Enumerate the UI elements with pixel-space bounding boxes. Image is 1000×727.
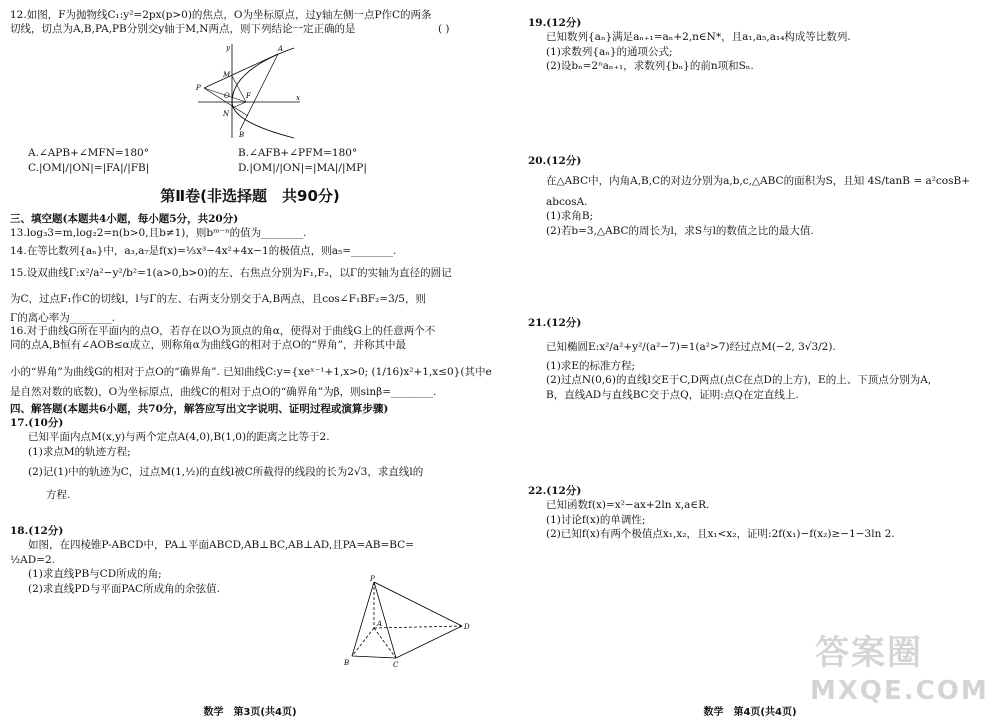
fig-label-y: y: [226, 44, 230, 52]
q18-line4: (2)求直线PD与平面PAC所成角的余弦值.: [28, 582, 220, 595]
q12-line1: 12.如图，F为抛物线C₁:y²=2px(p>0)的焦点，O为坐标原点，过y轴左侧一点P作C的两条: [10, 9, 432, 21]
question-19: [528, 16, 851, 74]
q18-line2: ½AD=2.: [10, 553, 55, 566]
q12-answer-bracket: ( ): [438, 23, 450, 36]
watermark-url: MXQE.COM: [810, 676, 989, 706]
edge-cd: [396, 626, 462, 658]
q18-head: 18.(12分): [10, 525, 64, 537]
q22-line1: 已知函数f(x)=x²−ax+2ln x,a∈R.: [546, 499, 710, 512]
q21-line1: 已知椭圆E:x²/a²+y²/(a²−7)=1(a²>7)经过点M(−2, 3√3/2).: [546, 341, 836, 354]
q19-head: 19.(12分): [528, 17, 582, 29]
q22-head: 22.(12分): [528, 485, 582, 497]
question-22: [528, 484, 895, 542]
q21-line2: (1)求E的标准方程;: [546, 359, 636, 372]
q12-option-b: B.∠AFB+∠PFM=180°: [238, 147, 358, 159]
q19-line1: 已知数列{aₙ}满足aₙ₊₁=aₙ+2,n∈N*，且a₁,a₅,a₁₄构成等比数列.: [546, 31, 851, 44]
fig-label-f: F: [246, 92, 251, 100]
fig-label-p: P: [370, 575, 375, 583]
q17-line2: (1)求点M的轨迹方程;: [28, 445, 131, 458]
q17-line1: 已知平面内点M(x,y)与两个定点A(4,0),B(1,0)的距离之比等于2.: [28, 431, 330, 444]
fig-label-p: P: [196, 84, 201, 92]
q12-option-d: D.|OM|/|ON|=|MA|/|MP|: [238, 162, 367, 174]
fig-label-a: A: [377, 620, 383, 628]
footer-page-4: 数学 第4页(共4页): [703, 707, 797, 718]
question-20: [528, 154, 970, 238]
question-14: 14.在等比数列{aₙ}中，a₃,a₇是f(x)=⅓x³−4x²+4x−1的极值点，则a₅=________.: [10, 245, 397, 257]
fig-label-c: C: [393, 661, 399, 669]
q20-line3: (1)求角B;: [546, 210, 594, 223]
q22-line3: (2)已知f(x)有两个极值点x₁,x₂，且x₁<x₂，证明:2f(x₁)−f(x₂)≥−1−3ln 2.: [546, 528, 895, 541]
q22-line2: (1)讨论f(x)的单调性;: [546, 513, 646, 526]
question-12: [10, 8, 495, 37]
fig-label-n: N: [223, 110, 230, 118]
fig-label-x: x: [296, 94, 300, 102]
fig-label-b: B: [344, 659, 350, 667]
q18-line1: 如图，在四棱锥P-ABCD中，PA⊥平面ABCD,AB⊥BC,AB⊥AD,且PA=AB=BC=: [28, 539, 414, 552]
question-16: [10, 324, 492, 400]
fig-label-b: B: [239, 131, 245, 139]
q19-line3: (2)设bₙ=2ⁿaₙ₊₁，求数列{bₙ}的前n项和Sₙ.: [546, 60, 754, 73]
q12-option-a: A.∠APB+∠MFN=180°: [28, 147, 149, 159]
fig-label-m: M: [223, 71, 231, 79]
q16-line3: 小的“界角”为曲线G的相对于点O的“确界角”. 已知曲线C:y={xeˣ⁻¹+1,x>0; (1/16)x²+1,x≤0}(其中e: [10, 365, 492, 378]
fig-label-o: O: [224, 92, 230, 100]
segment-nf: [232, 102, 246, 108]
fig-label-d: D: [464, 623, 470, 631]
part2-title: 第Ⅱ卷(非选择题 共90分): [160, 187, 340, 205]
edge-bc: [352, 656, 396, 658]
q20-line2: abcosA.: [546, 195, 588, 208]
q17-head: 17.(10分): [10, 417, 64, 429]
edge-ac: [374, 628, 396, 658]
q12-parabola-figure: [190, 40, 310, 140]
q21-line4: B，直线AD与直线BC交于点Q，证明:点Q在定直线上.: [546, 388, 799, 401]
edge-pb: [352, 582, 374, 656]
question-13: 13.log₃3=m,log₂2=n(b>0,且b≠1)，则bᵐ⁻ⁿ的值为________.: [10, 227, 307, 239]
edge-pd: [374, 582, 462, 626]
q17-line4: 方程.: [46, 488, 71, 501]
q15-line3: Γ的离心率为________.: [10, 311, 116, 324]
q20-line4: (2)若b=3,△ABC的周长为l，求S与l的数值之比的最大值.: [546, 224, 814, 237]
section-3-heading: 三、填空题(本题共4小题，每小题5分，共20分): [10, 213, 239, 225]
q18-line3: (1)求直线PB与CD所成的角;: [28, 568, 162, 581]
q15-line2: 为C，过点F₁作C的切线l，l与Γ的左、右两支分别交于A,B两点，且cos∠F₁BF₂=3/5，则: [10, 293, 426, 306]
q20-head: 20.(12分): [528, 155, 582, 167]
q17-line3: (2)记(1)中的轨迹为C，过点M(1,½)的直线l被C所截得的线段的长为2√3，求直线l的: [28, 466, 424, 479]
edge-ab: [352, 628, 374, 656]
q16-line4: 是自然对数的底数)，O为坐标原点，曲线C的相对于点O的“确界角”为β，则sinβ=________.: [10, 386, 437, 399]
q15-line1: 15.设双曲线Γ:x²/a²−y²/b²=1(a>0,b>0)的左、右焦点分别为F₁,F₂，以Γ的实轴为直径的圆记: [10, 267, 452, 279]
q16-line1: 16.对于曲线G所在平面内的点O，若存在以O为顶点的角α，使得对于曲线G上的任意两个不: [10, 325, 436, 337]
tangent-pa: [204, 54, 278, 88]
footer-page-3: 数学 第3页(共4页): [203, 707, 297, 718]
page-right: [500, 0, 1000, 727]
q16-line2: 同的点A,B恒有∠AOB≤α成立，则称角α为曲线G的相对于点O的“界角”，并称其中最: [10, 339, 407, 352]
q18-pyramid-figure: [340, 574, 480, 670]
q20-line1: 在△ABC中，内角A,B,C的对边分别为a,b,c,△ABC的面积为S，且知 4S/tanB = a²cosB+: [546, 175, 971, 188]
question-21: [528, 316, 931, 402]
question-17: [10, 416, 423, 502]
q21-line3: (2)过点N(0,6)的直线l交E于C,D两点(点C在点D的上方)，E的上、下顶点分别为A,: [546, 374, 932, 387]
q12-option-c: C.|OM|/|ON|=|FA|/|FB|: [28, 162, 150, 174]
watermark-logo: 答案圈: [815, 633, 923, 673]
q21-head: 21.(12分): [528, 317, 582, 329]
q19-line2: (1)求数列{aₙ}的通项公式;: [546, 45, 673, 58]
fig-label-a: A: [278, 45, 284, 53]
section-4-heading: 四、解答题(本题共6小题，共70分，解答应写出文字说明、证明过程或演算步骤): [10, 403, 389, 415]
q12-line2: 切线，切点为A,B,PA,PB分别交y轴于M,N两点，则下列结论一定正确的是 ( ): [10, 23, 450, 36]
question-15: [10, 266, 452, 325]
